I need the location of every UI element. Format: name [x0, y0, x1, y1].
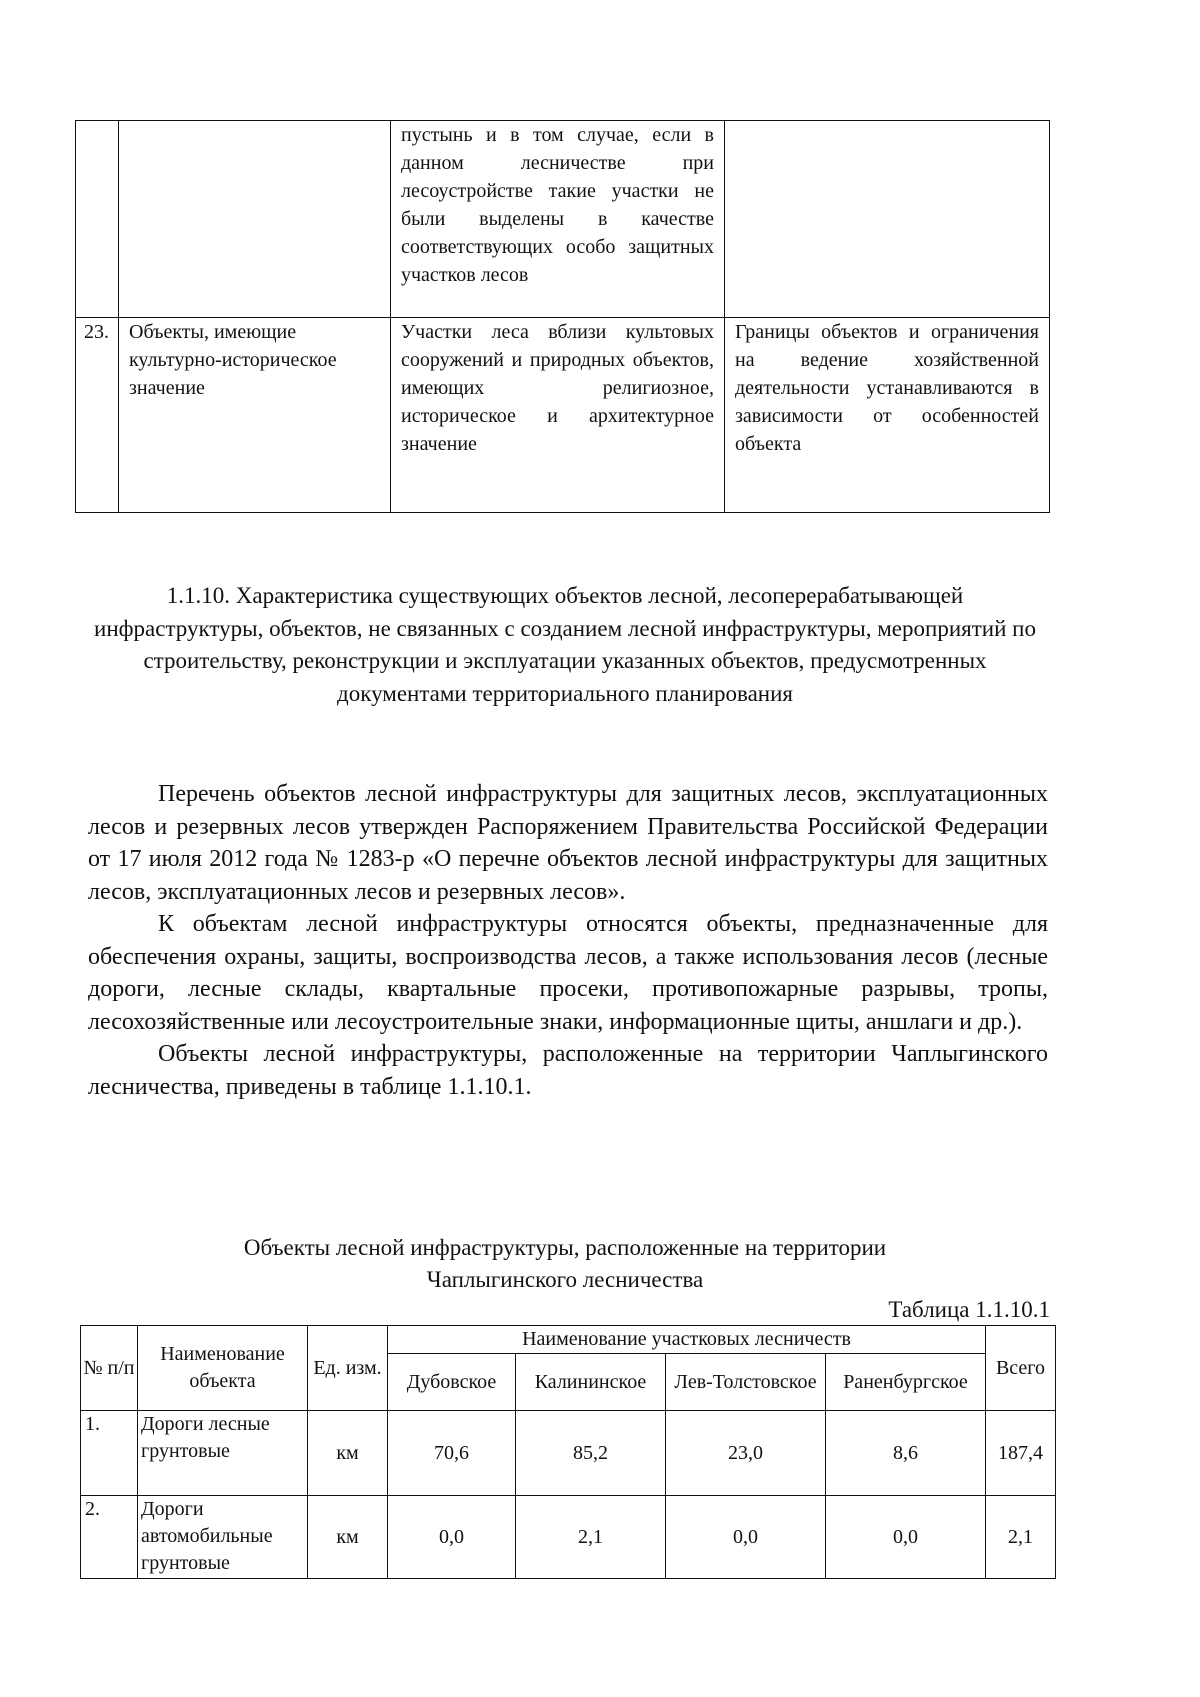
header-dubovskoe: Дубовское: [388, 1354, 516, 1411]
paragraph: Перечень объектов лесной инфраструктуры для защитных лесов, эксплуатационных лесов и резервных лесов утвержден Распоряжением Правительства Российской Федерации от 17 июля 2012 года № 1283-р «О перечне объектов лесной инфраструктуры для защитных лесов, эксплуатационных лесов и резервных лесов».: [88, 781, 1048, 905]
object-name-cell: Дороги автомобильные грунтовые: [138, 1496, 308, 1579]
infrastructure-table: [80, 1325, 1056, 1579]
note-cell: Границы объектов и ограничения на ведение хозяйственной деятельности устанавливаются в зависимости от особенностей объекта: [725, 318, 1050, 513]
zones-table-continuation: [75, 120, 1050, 513]
header-kalininskoe: Калининское: [516, 1354, 666, 1411]
value-cell: 0,0: [826, 1496, 986, 1579]
total-cell: 187,4: [986, 1411, 1056, 1496]
row-number-cell: 2.: [81, 1496, 138, 1579]
header-lev-tolstovskoe: Лев-Толстовское: [666, 1354, 826, 1411]
table-caption: [150, 1232, 980, 1296]
table-row: [81, 1411, 1056, 1496]
section-heading: 1.1.10. Характеристика существующих объектов лесной, лесоперерабатывающей инфраструктуры, объектов, не связанных с созданием лесной инфраструктуры, мероприятий по строительству, реконструкции и эксплуатации указанных объектов, предусмотренных документами территориального планирования: [94, 583, 1036, 706]
header-forestries-group: Наименование участковых лесничеств: [388, 1326, 986, 1354]
table-number-label: Таблица 1.1.10.1: [888, 1297, 1050, 1322]
value-cell: 0,0: [666, 1496, 826, 1579]
description-cell: пустынь и в том случае, если в данном лесничестве при лесоустройстве такие участки не были выделены в качестве соответствующих особо защитных участков лесов: [391, 121, 725, 318]
table-row: [76, 318, 1050, 513]
description-cell: Участки леса вблизи культовых сооружений и природных объектов, имеющих религиозное, историческое и архитектурное значение: [391, 318, 725, 513]
paragraph: К объектам лесной инфраструктуры относятся объекты, предназначенные для обеспечения охраны, защиты, воспроизводства лесов, а также использования лесов (лесные дороги, лесные склады, квартальные просеки, противопожарные разрывы, тропы, лесохозяйственные или лесоустроительные знаки, информационные щиты, аншлаги и др.).: [88, 911, 1048, 1035]
body-text: [88, 778, 1048, 1103]
value-cell: 70,6: [388, 1411, 516, 1496]
paragraph: Объекты лесной инфраструктуры, расположенные на территории Чаплыгинского лесничества, приведены в таблице 1.1.10.1.: [88, 1041, 1048, 1100]
header-total: Всего: [986, 1326, 1056, 1411]
header-unit: Ед. изм.: [308, 1326, 388, 1411]
table-row: [81, 1496, 1056, 1579]
unit-cell: км: [308, 1496, 388, 1579]
header-ranenburgskoe: Раненбургское: [826, 1354, 986, 1411]
object-name-cell: Дороги лесные грунтовые: [138, 1411, 308, 1496]
note-cell: [725, 121, 1050, 318]
value-cell: 8,6: [826, 1411, 986, 1496]
header-num: № п/п: [81, 1326, 138, 1411]
row-number-cell: 1.: [81, 1411, 138, 1496]
object-name-cell: [119, 121, 391, 318]
header-name: Наименование объекта: [138, 1326, 308, 1411]
table-row: [76, 121, 1050, 318]
value-cell: 0,0: [388, 1496, 516, 1579]
total-cell: 2,1: [986, 1496, 1056, 1579]
unit-cell: км: [308, 1411, 388, 1496]
row-number-cell: 23.: [76, 318, 119, 513]
value-cell: 85,2: [516, 1411, 666, 1496]
object-name-cell: Объекты, имеющие культурно-историческое значение: [119, 318, 391, 513]
table-caption-line: Объекты лесной инфраструктуры, расположенные на территории: [243, 1235, 887, 1260]
row-number-cell: [76, 121, 119, 318]
table-caption-line: Чаплыгинского лесничества: [426, 1267, 704, 1292]
value-cell: 23,0: [666, 1411, 826, 1496]
value-cell: 2,1: [516, 1496, 666, 1579]
